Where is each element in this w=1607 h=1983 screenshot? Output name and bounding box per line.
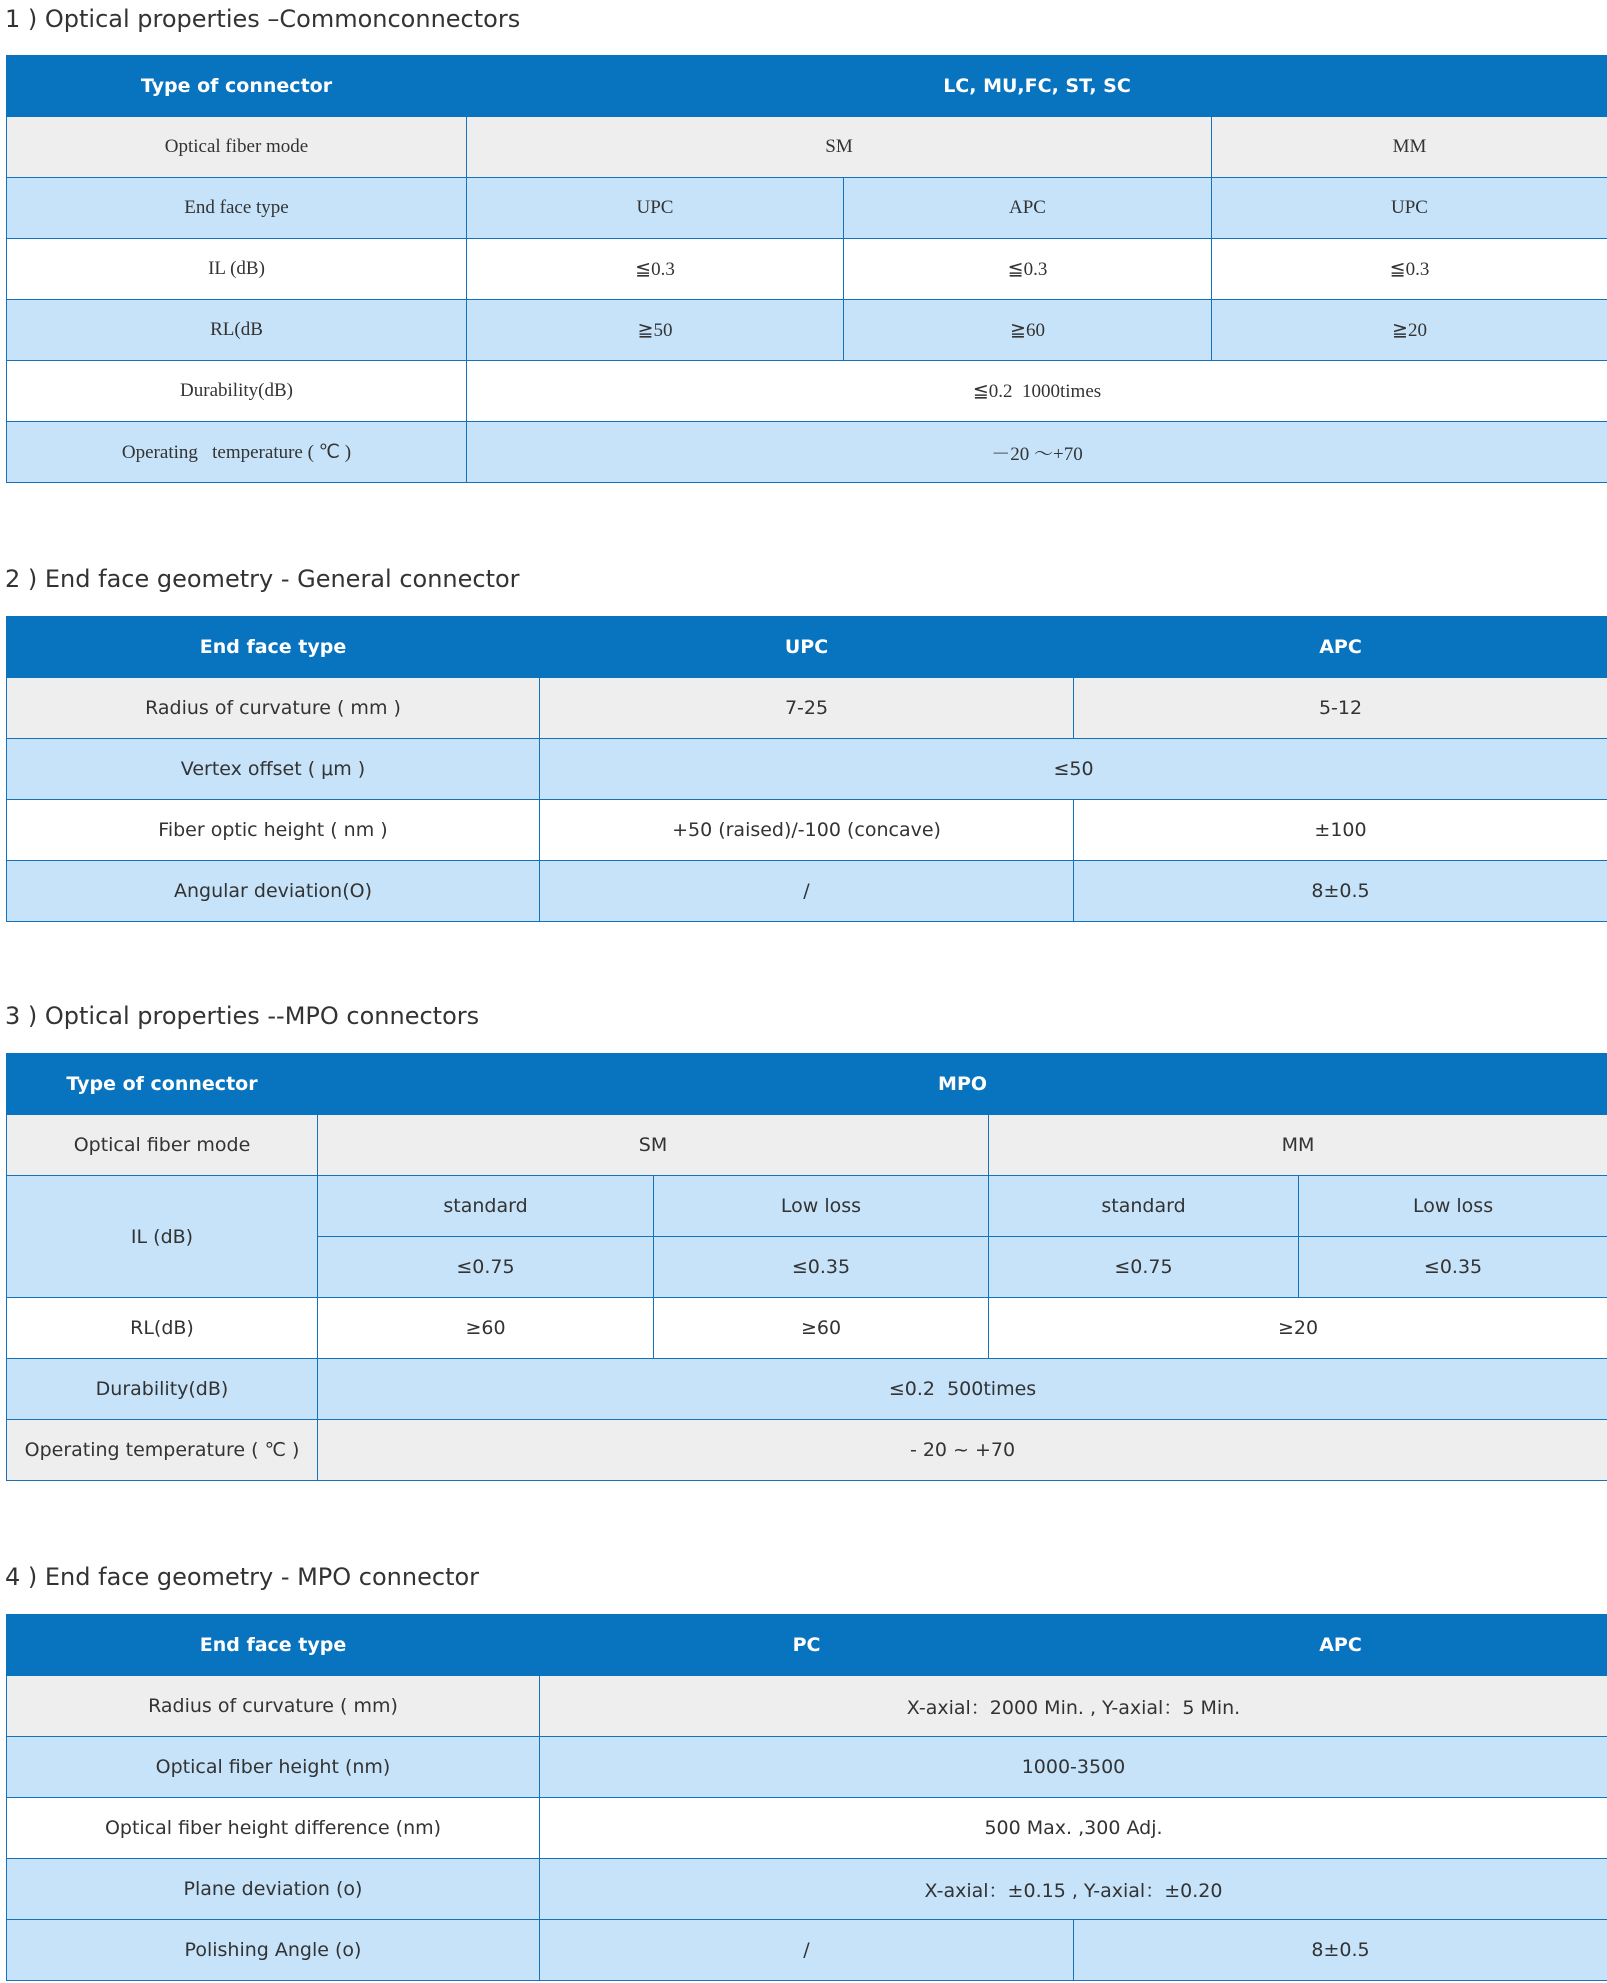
cell-durability: ≤0.2 500times: [318, 1359, 1607, 1420]
optical-properties-mpo-table: [6, 1053, 1607, 1481]
row-label-durability: Durability(dB): [7, 1359, 318, 1420]
header-end-face-type: End face type: [7, 1615, 540, 1676]
header-mpo: MPO: [318, 1054, 1607, 1115]
cell-il-type: standard: [989, 1176, 1299, 1237]
header-connector-types: LC, MU,FC, ST, SC: [467, 56, 1607, 117]
cell-mode-mm: MM: [989, 1115, 1607, 1176]
cell-il-type: Low loss: [1299, 1176, 1607, 1237]
cell-radius-apc: 5-12: [1074, 678, 1607, 739]
cell-height-difference: 500 Max. ,300 Adj.: [540, 1798, 1607, 1859]
row-label-vertex-offset: Vertex offset ( μm ): [7, 739, 540, 800]
cell-il-type: standard: [318, 1176, 654, 1237]
cell-vertex-offset: ≤50: [540, 739, 1607, 800]
row-label-durability: Durability(dB): [7, 361, 467, 422]
row-label-temperature: Operating temperature ( ℃ ): [7, 1420, 318, 1481]
header-type-of-connector: Type of connector: [7, 56, 467, 117]
end-face-geometry-mpo-table: [6, 1614, 1607, 1981]
cell-rl: ≧50: [467, 300, 844, 361]
row-label-fiber-height: Optical fiber height (nm): [7, 1737, 540, 1798]
header-pc: PC: [540, 1615, 1074, 1676]
row-label-radius: Radius of curvature ( mm): [7, 1676, 540, 1737]
cell-angular-upc: /: [540, 861, 1074, 922]
cell-il: ≦0.3: [844, 239, 1212, 300]
cell-il: ≦0.3: [467, 239, 844, 300]
cell-durability: ≦0.2 1000times: [467, 361, 1607, 422]
row-label-fiber-mode: Optical fiber mode: [7, 1115, 318, 1176]
cell-rl: ≧20: [1212, 300, 1607, 361]
cell-polishing-pc: /: [540, 1920, 1074, 1981]
section-4-title: 4 ) End face geometry - MPO connector: [5, 1563, 480, 1591]
cell-rl: ≥60: [318, 1298, 654, 1359]
cell-il: ≦0.3: [1212, 239, 1607, 300]
cell-rl: ≧60: [844, 300, 1212, 361]
row-label-fiber-mode: Optical fiber mode: [7, 117, 467, 178]
cell-il-value: ≤0.75: [989, 1237, 1299, 1298]
cell-radius-upc: 7-25: [540, 678, 1074, 739]
cell-radius: X-axial：2000 Min. , Y-axial：5 Min.: [540, 1676, 1607, 1737]
header-apc: APC: [1074, 1615, 1607, 1676]
cell-rl: ≥20: [989, 1298, 1607, 1359]
cell-endface: APC: [844, 178, 1212, 239]
row-label-temperature: Operating temperature ( ℃ ): [7, 422, 467, 483]
cell-rl: ≥60: [654, 1298, 989, 1359]
cell-fiber-height: 1000-3500: [540, 1737, 1607, 1798]
header-end-face-type: End face type: [7, 617, 540, 678]
cell-il-value: ≤0.35: [654, 1237, 989, 1298]
end-face-geometry-general-table: [6, 616, 1607, 922]
cell-il-value: ≤0.35: [1299, 1237, 1607, 1298]
optical-properties-common-table: [6, 55, 1607, 483]
section-3-title: 3 ) Optical properties --MPO connectors: [5, 1002, 480, 1030]
header-upc: UPC: [540, 617, 1074, 678]
header-type-of-connector: Type of connector: [7, 1054, 318, 1115]
row-label-end-face-type: End face type: [7, 178, 467, 239]
row-label-plane-deviation: Plane deviation (o): [7, 1859, 540, 1920]
cell-temperature: －20 ～+70: [467, 422, 1607, 483]
header-apc: APC: [1074, 617, 1607, 678]
cell-fiber-height-apc: ±100: [1074, 800, 1607, 861]
row-label-polishing-angle: Polishing Angle (o): [7, 1920, 540, 1981]
cell-mode-mm: MM: [1212, 117, 1607, 178]
row-label-rl: RL(dB): [7, 1298, 318, 1359]
row-label-il: IL (dB): [7, 239, 467, 300]
cell-temperature: - 20 ~ +70: [318, 1420, 1607, 1481]
cell-polishing-apc: 8±0.5: [1074, 1920, 1607, 1981]
cell-endface: UPC: [467, 178, 844, 239]
row-label-angular-deviation: Angular deviation(O): [7, 861, 540, 922]
section-2-title: 2 ) End face geometry - General connector: [5, 565, 520, 593]
row-label-il: IL (dB): [7, 1176, 318, 1298]
cell-mode-sm: SM: [318, 1115, 989, 1176]
row-label-fiber-height: Fiber optic height ( nm ): [7, 800, 540, 861]
cell-fiber-height-upc: +50 (raised)/-100 (concave): [540, 800, 1074, 861]
cell-endface: UPC: [1212, 178, 1607, 239]
cell-plane-deviation: X-axial：±0.15 , Y-axial：±0.20: [540, 1859, 1607, 1920]
row-label-rl: RL(dB: [7, 300, 467, 361]
cell-angular-apc: 8±0.5: [1074, 861, 1607, 922]
cell-il-value: ≤0.75: [318, 1237, 654, 1298]
cell-il-type: Low loss: [654, 1176, 989, 1237]
section-1-title: 1 ) Optical properties –Commonconnectors: [5, 5, 521, 33]
cell-mode-sm: SM: [467, 117, 1212, 178]
row-label-radius: Radius of curvature ( mm ): [7, 678, 540, 739]
row-label-height-difference: Optical fiber height difference (nm): [7, 1798, 540, 1859]
